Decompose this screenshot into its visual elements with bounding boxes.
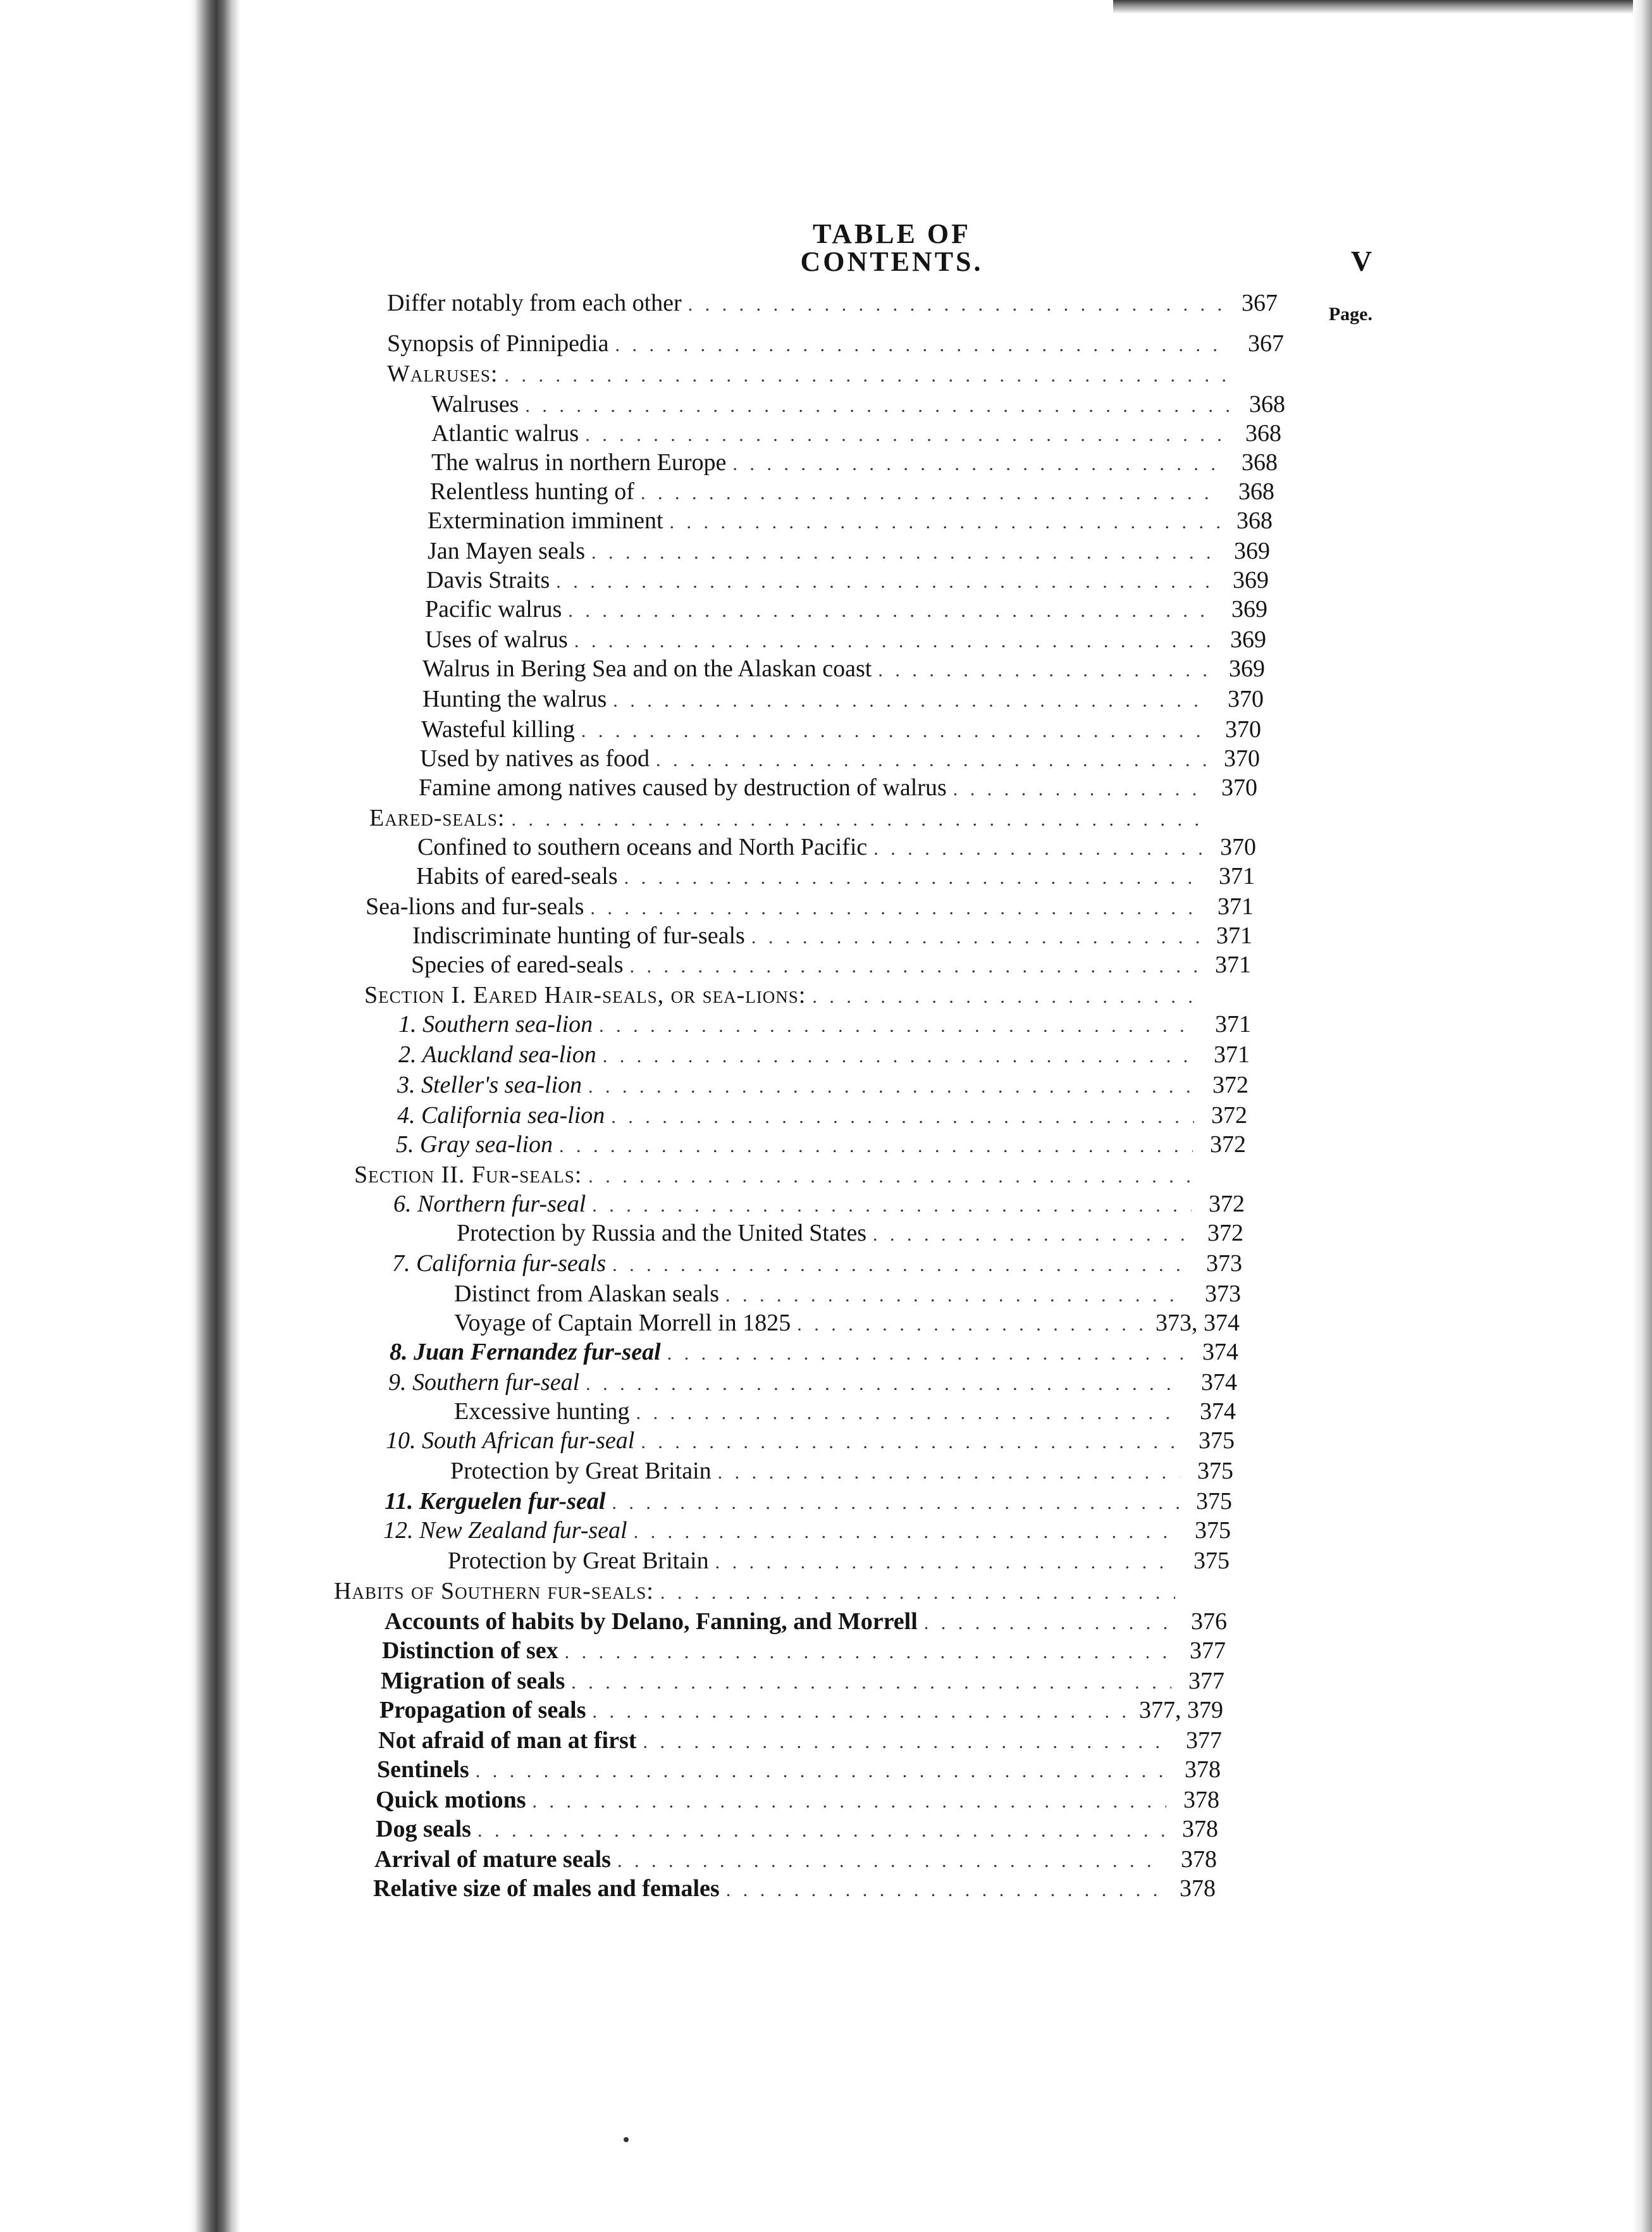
running-head-title: TABLE OF CONTENTS. [800,218,983,277]
dot-leader [615,336,1231,355]
toc-entry-title: 1. Southern sea-lion [398,1011,593,1038]
dot-leader [571,1673,1171,1692]
toc-entry-21 [366,895,1254,924]
dot-leader [592,1196,1192,1215]
dot-leader [812,988,1198,1007]
toc-page-number: 377, 379 [1139,1697,1223,1723]
toc-entry-title: Protection by Great Britain [450,1458,712,1484]
toc-entry-35 [454,1311,1240,1340]
toc-entry-31 [393,1192,1245,1221]
toc-page-number: 375 [1199,1427,1235,1454]
toc-entry-26 [398,1043,1250,1072]
toc-page-number: 368 [1245,420,1281,447]
toc-page-number: 377 [1186,1727,1222,1754]
dot-leader [726,1881,1162,1900]
toc-page-number: 375 [1193,1547,1230,1574]
dot-leader [593,1702,1130,1721]
toc-entry-51 [376,1788,1219,1817]
toc-entry-title: 3. Steller's sea-lion [397,1072,583,1098]
toc-entry-title: Migration of seals [381,1668,565,1694]
dot-leader [670,513,1219,532]
dot-leader [715,1553,1176,1572]
toc-entry-title: Habits of Southern fur-seals: [334,1578,654,1604]
toc-page-number: 371 [1215,1011,1251,1038]
toc-entry-32 [457,1221,1243,1250]
toc-entry-title: Extermination imminent [428,507,663,534]
toc-entry-42 [383,1518,1231,1547]
toc-entry-15 [421,717,1261,747]
dot-leader [636,1404,1183,1423]
dot-leader [559,1137,1193,1156]
toc-entry-9 [428,539,1270,568]
dot-leader [525,397,1232,416]
toc-page-number: 371 [1214,1041,1250,1068]
dot-leader [612,1494,1179,1513]
toc-entry-3 [387,362,1286,391]
toc-entry-23 [411,953,1251,982]
toc-entry-title: Habits of eared-seals [416,863,618,890]
toc-page-number: 378 [1183,1787,1219,1813]
dot-leader [878,661,1212,680]
toc-entry-title: Section I. Eared Hair-seals, or sea-lions: [364,982,806,1008]
toc-entry-title: 7. California fur-seals [392,1250,607,1277]
dot-leader [574,632,1213,651]
dot-leader [613,691,1211,710]
toc-entry-33 [392,1251,1242,1280]
toc-page-number: 367 [1248,330,1284,357]
toc-entry-title: Jan Mayen seals [428,538,586,564]
toc-entry-24 [364,983,1251,1012]
dot-leader [565,1643,1173,1662]
dot-leader [660,1584,1175,1603]
toc-entry-title: Protection by Russia and the United States [457,1220,867,1246]
folio-number: V [1351,245,1372,277]
dot-leader [924,1614,1174,1633]
toc-entry-title: 9. Southern fur-seal [388,1369,580,1396]
toc-entry-50 [377,1758,1221,1787]
toc-entry-title: Walruses [431,391,519,418]
toc-entry-title: 4. California sea-lion [397,1102,605,1129]
toc-entry-title: 10. South African fur-seal [386,1427,635,1454]
toc-page-number: 369 [1234,538,1270,564]
toc-entry-title: Species of eared-seals [411,952,624,978]
toc-entry-title: Excessive hunting [454,1398,630,1425]
toc-entry-title: Famine among natives caused by destruction of walrus [419,774,947,801]
toc-entry-14 [422,687,1264,716]
toc-entry-46 [382,1639,1226,1668]
toc-page-number: 370 [1224,745,1260,772]
dot-leader [641,1433,1181,1452]
dot-leader [643,1733,1169,1752]
dot-leader [581,722,1208,741]
toc-entry-16 [420,747,1260,776]
toc-entry-6 [431,450,1278,480]
toc-entry-title: Uses of walrus [425,626,568,653]
toc-entry-17 [419,776,1257,805]
dot-leader [732,455,1224,474]
toc-page-number: 372 [1207,1220,1243,1246]
toc-page-number: 375 [1197,1458,1233,1484]
toc-entry-title: Differ notably from each other [387,290,682,316]
toc-page-number: 372 [1209,1191,1245,1217]
dot-leader [634,1523,1178,1542]
toc-entry-18 [369,806,1257,835]
toc-entry-title: Confined to southern oceans and North Pacific [417,834,868,860]
toc-page-number: 372 [1212,1072,1248,1098]
toc-entry-title: Indiscriminate hunting of fur-seals [412,922,745,949]
dot-leader [667,1344,1185,1363]
toc-entry-title: Not afraid of man at first [378,1727,637,1754]
toc-entry-36 [390,1340,1238,1369]
dot-leader [688,295,1224,314]
toc-page-number: 374 [1200,1398,1236,1425]
toc-entry-title: Propagation of seals [379,1697,586,1723]
toc-entry-48 [379,1698,1223,1727]
toc-entry-13 [422,657,1265,686]
toc-page-number: 377 [1190,1637,1226,1664]
toc-page-number: 369 [1229,655,1265,682]
toc-page-number: 375 [1195,1517,1231,1544]
toc-page-number: 378 [1182,1816,1218,1842]
dot-leader [568,602,1214,621]
toc-page-number: 373 [1205,1280,1241,1307]
toc-entry-10 [426,568,1269,597]
toc-page-number: 368 [1242,449,1278,476]
toc-entry-title: 6. Northern fur-seal [393,1191,586,1217]
dot-leader [797,1315,1147,1334]
toc-entry-title: 11. Kerguelen fur-seal [385,1488,606,1515]
toc-entry-1 [387,291,1278,320]
dot-leader [588,1077,1195,1096]
toc-page-number: 368 [1238,478,1274,505]
toc-entry-45 [385,1609,1227,1639]
toc-entry-title: Wasteful killing [421,716,575,743]
dot-leader [953,780,1204,799]
toc-entry-title: Dog seals [376,1816,471,1842]
dot-leader [873,1225,1190,1244]
toc-page-number: 371 [1219,863,1255,890]
toc-entry-title: Hunting the walrus [422,686,607,712]
dot-leader [718,1463,1180,1482]
toc-page-number: 370 [1228,686,1264,712]
dot-leader [751,928,1199,947]
toc-page-number: 371 [1215,952,1251,978]
toc-entry-title: 5. Gray sea-lion [396,1131,553,1158]
ink-speck [624,2137,629,2142]
toc-entry-54 [373,1876,1216,1906]
toc-page-number: 373 [1206,1250,1242,1277]
dot-leader [725,1286,1188,1305]
toc-page-number: 373, 374 [1156,1310,1240,1336]
dot-leader [476,1762,1168,1781]
toc-page-number: 369 [1231,596,1267,623]
toc-entry-title: 8. Juan Fernandez fur-seal [390,1339,661,1365]
toc-entry-44 [334,1579,1228,1608]
toc-entry-19 [417,835,1256,864]
dot-leader [586,1375,1184,1394]
toc-entry-title: Relative size of males and females [373,1875,720,1902]
toc-page-number: 369 [1233,567,1269,593]
dot-leader [624,869,1202,888]
toc-entry-title: Distinct from Alaskan seals [454,1280,719,1307]
toc-entry-52 [376,1817,1218,1846]
toc-entry-title: Walrus in Bering Sea and on the Alaskan coast [422,655,872,682]
page-top-edge [1113,0,1652,14]
toc-entry-title: 12. New Zealand fur-seal [383,1517,627,1544]
toc-entry-title: Accounts of habits by Delano, Fanning, and Morrell [385,1608,918,1635]
toc-entry-38 [454,1399,1236,1429]
dot-leader [533,1792,1166,1811]
dot-leader [617,1852,1164,1871]
toc-entry-11 [425,597,1267,626]
toc-page-number: 376 [1191,1608,1227,1635]
toc-entry-title: Voyage of Captain Morrell in 1825 [454,1310,791,1336]
toc-entry-49 [378,1728,1222,1758]
toc-entry-43 [448,1549,1230,1578]
toc-entry-25 [398,1012,1251,1041]
toc-entry-title: Used by natives as food [420,745,650,772]
toc-entry-5 [431,421,1281,450]
toc-page-number: 375 [1196,1488,1232,1515]
toc-entry-title: Section II. Fur-seals: [354,1162,583,1188]
toc-entry-53 [374,1847,1217,1876]
toc-page-number: 370 [1220,834,1256,860]
toc-entry-title: Protection by Great Britain [448,1547,709,1574]
dot-leader [630,957,1198,976]
toc-entry-34 [454,1282,1241,1311]
toc-entry-title: Walruses: [387,361,498,387]
toc-entry-title: 2. Auckland sea-lion [398,1041,596,1068]
toc-entry-title: Distinction of sex [382,1637,558,1664]
dot-leader [588,1167,1192,1186]
toc-page-number: 374 [1202,1339,1238,1365]
toc-entry-8 [428,509,1273,538]
toc-page-number: 371 [1217,893,1254,920]
toc-page-number: 378 [1185,1756,1221,1783]
toc-page-number: 368 [1249,391,1285,418]
toc-entry-title: Relentless hunting of [430,478,634,505]
toc-entry-title: The walrus in northern Europe [431,449,727,476]
toc-page-number: 367 [1242,290,1278,316]
dot-leader [599,1017,1198,1036]
toc-entry-title: Atlantic walrus [431,420,579,447]
toc-page-number: 370 [1225,716,1261,743]
dot-leader [641,484,1221,503]
dot-leader [591,543,1217,562]
toc-entry-27 [397,1073,1248,1102]
toc-entry-39 [386,1429,1235,1458]
toc-page-number: 378 [1180,1875,1216,1902]
dot-leader [590,899,1200,918]
toc-entry-title: Sea-lions and fur-seals [366,893,584,920]
toc-page-number: 374 [1201,1369,1237,1396]
dot-leader [873,840,1203,859]
toc-page-number: 370 [1221,774,1257,801]
toc-entry-title: Eared-seals: [369,805,505,831]
dot-leader [511,810,1204,829]
toc-entry-title: Sentinels [377,1756,469,1783]
toc-entry-12 [425,628,1266,657]
toc-entry-title: Quick motions [376,1787,526,1813]
dot-leader [603,1047,1197,1066]
toc-entry-41 [385,1489,1232,1518]
toc-page-number: 377 [1188,1668,1224,1694]
dot-leader [585,426,1228,445]
toc-entry-37 [388,1370,1237,1399]
toc-entry-47 [381,1669,1224,1698]
dot-leader [656,751,1207,770]
toc-entry-29 [396,1132,1246,1162]
toc-page-number: 368 [1236,507,1273,534]
toc-entry-title: Synopsis of Pinnipedia [387,330,609,357]
toc-entry-4 [431,392,1285,421]
dot-leader [504,366,1233,385]
dot-leader [556,573,1216,592]
toc-page-number: 372 [1211,1102,1247,1129]
toc-page-number: 369 [1230,626,1266,653]
dot-leader [611,1108,1194,1127]
toc-page-number: 378 [1181,1846,1217,1873]
toc-entry-title: Pacific walrus [425,596,562,623]
toc-entry-2 [387,332,1284,361]
dot-leader [478,1821,1165,1840]
toc-entry-40 [450,1459,1233,1488]
toc-entry-28 [397,1103,1247,1132]
table-of-contents [0,291,1652,1999]
toc-entry-7 [430,480,1274,509]
toc-entry-30 [354,1163,1245,1192]
page-column-label: Page. [1328,304,1372,325]
toc-entry-title: Arrival of mature seals [374,1846,611,1873]
toc-entry-20 [416,864,1255,893]
toc-entry-title: Davis Straits [426,567,550,593]
toc-entry-22 [412,924,1252,953]
toc-page-number: 372 [1210,1131,1246,1158]
toc-page-number: 371 [1216,922,1252,949]
dot-leader [612,1256,1189,1275]
